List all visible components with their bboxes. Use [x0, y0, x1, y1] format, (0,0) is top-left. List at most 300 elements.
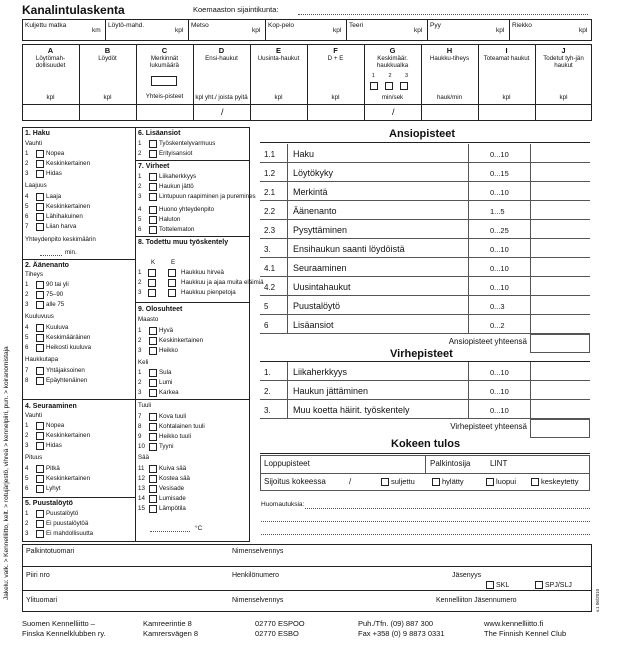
option-checkbox[interactable]	[36, 432, 44, 440]
option-checkbox[interactable]	[149, 495, 157, 503]
option-checkbox[interactable]	[149, 505, 157, 513]
option-checkbox[interactable]	[36, 344, 44, 352]
column-title: Keskimäär. haukkualka	[376, 55, 409, 69]
score-input[interactable]	[531, 240, 589, 257]
column-letter: J	[561, 46, 566, 55]
option-label: Ei puustalöytöä	[46, 519, 89, 527]
score-number: 2.	[264, 387, 271, 396]
checkbox-option[interactable]	[25, 510, 78, 518]
temp-unit: °C	[195, 525, 203, 532]
option-number: 1	[138, 326, 142, 334]
checkbox-option[interactable]	[25, 520, 88, 528]
score-label: Muu koetta häirit. työskentely	[293, 405, 410, 415]
score-input[interactable]	[531, 297, 589, 314]
score-range: 1...5	[490, 207, 505, 216]
option-checkbox[interactable]	[149, 140, 157, 148]
checkbox-option[interactable]	[138, 226, 194, 234]
score-input[interactable]	[531, 183, 589, 200]
score-input[interactable]	[531, 363, 589, 380]
checkbox-option[interactable]	[138, 206, 214, 214]
option-checkbox[interactable]	[149, 150, 157, 158]
option-label: Hidas	[46, 441, 62, 449]
score-row	[260, 277, 590, 296]
option-label: Erityisansiot	[159, 149, 193, 157]
column-unit: kpl	[502, 94, 511, 101]
checkbox-option[interactable]	[138, 216, 180, 224]
score-range: 0...10	[490, 245, 509, 254]
spj-checkbox[interactable]	[535, 581, 543, 589]
option-label: Yhtäjaksoinen	[46, 366, 85, 374]
score-number: 1.	[264, 368, 271, 377]
checkbox-option[interactable]	[25, 193, 61, 201]
option-checkbox[interactable]	[36, 422, 44, 430]
total-label: Ansiopisteet yhteensä	[448, 337, 527, 346]
option-number: 5	[25, 474, 29, 482]
score-number: 3.	[264, 406, 271, 415]
virhepisteet-title: Virhepisteet	[390, 348, 453, 360]
location-label: Koemaaston sijaintikunta:	[193, 5, 279, 14]
option-number: 4	[25, 192, 29, 200]
option-number: 2	[25, 159, 29, 167]
option-checkbox[interactable]	[36, 193, 44, 201]
option-number: 2	[25, 519, 29, 527]
checkbox-option[interactable]	[25, 367, 85, 375]
option-number: 14	[138, 494, 145, 502]
footer-phone: Puh./Tfn. (09) 887 300	[358, 619, 434, 628]
score-input[interactable]	[531, 278, 589, 295]
checkbox-option[interactable]	[25, 150, 64, 158]
option-number: 1	[138, 269, 142, 276]
score-row	[260, 144, 590, 163]
column-title: Toteamat haukut	[483, 55, 530, 62]
tulos-option[interactable]	[531, 478, 579, 486]
option-number: 15	[138, 504, 145, 512]
option-label: Ei mahdollisuutta	[46, 529, 94, 537]
checkbox-option[interactable]	[25, 281, 69, 289]
column-title: Uusinta-haukut	[257, 55, 300, 62]
checkbox-option[interactable]	[138, 485, 184, 493]
checkbox-option[interactable]	[138, 183, 194, 191]
option-label: Karkea	[159, 388, 179, 396]
footer-org-2: Finska Kennelklubben ry.	[22, 629, 106, 638]
section-title: 1. Haku	[25, 130, 50, 137]
option-label: Haukkuu hirveä	[181, 269, 224, 276]
column-letter: C	[161, 46, 168, 55]
palkintotuomari-label: Palkintotuomari	[26, 548, 75, 555]
tulos-checkbox[interactable]	[531, 478, 539, 486]
option-number: 2	[138, 182, 142, 190]
column-value-cell[interactable]	[479, 105, 534, 120]
option-number: 5	[25, 202, 29, 210]
tulos-checkbox[interactable]	[381, 478, 389, 486]
score-range: 0...10	[490, 387, 509, 396]
checkbox-option[interactable]	[138, 327, 173, 335]
option-checkbox[interactable]	[149, 193, 157, 201]
subsection-label: Laajuus	[25, 182, 47, 189]
top-field-unit: km	[92, 27, 101, 34]
option-checkbox[interactable]	[36, 367, 44, 375]
option-label: alle 75	[46, 300, 65, 308]
score-input[interactable]	[531, 382, 589, 399]
option-label: Vesisade	[159, 484, 185, 492]
checkbox-option[interactable]	[138, 413, 186, 421]
option-number: 8	[25, 376, 29, 384]
column-value-cell[interactable]	[308, 105, 363, 120]
option-label: Lumi	[159, 378, 173, 386]
checkbox-option[interactable]	[25, 301, 64, 309]
loppupisteet-label: Loppupisteet	[264, 459, 310, 468]
option-number: 3	[25, 529, 29, 537]
option-checkbox[interactable]	[149, 475, 157, 483]
checkbox-option[interactable]	[138, 140, 215, 148]
subsection-label: Keli	[138, 359, 149, 366]
option-checkbox[interactable]	[36, 334, 44, 342]
checkbox-option[interactable]	[138, 465, 186, 473]
option-checkbox[interactable]	[36, 530, 44, 538]
checkbox-option[interactable]	[25, 530, 93, 538]
column-unit: kpl	[559, 94, 568, 101]
option-number: 1	[138, 139, 142, 147]
slash-1: /	[221, 107, 224, 117]
option-checkbox[interactable]	[36, 442, 44, 450]
huomautuksia-field-1[interactable]	[305, 508, 590, 509]
top-field-label: Metso	[191, 22, 209, 29]
k-checkbox[interactable]	[148, 279, 156, 287]
tulos-checkbox[interactable]	[486, 478, 494, 486]
top-field-unit: kpl	[252, 27, 261, 34]
score-row	[260, 239, 590, 258]
score-number: 1.2	[264, 169, 276, 178]
checkbox-option[interactable]	[138, 193, 256, 201]
score-label: Haukun jättäminen	[293, 386, 369, 396]
option-checkbox[interactable]	[36, 170, 44, 178]
option-number: 3	[25, 441, 29, 449]
option-label: Tyyni	[159, 442, 174, 450]
option-number: 1	[25, 149, 29, 157]
subsection-label: E	[171, 259, 176, 266]
option-number: 6	[25, 343, 29, 351]
section-title: 2. Äänenanto	[25, 262, 69, 269]
column-unit: hauk/min	[436, 94, 463, 101]
option-checkbox[interactable]	[36, 291, 44, 299]
option-checkbox[interactable]	[149, 413, 157, 421]
section-title: 8. Todettu muu työskentely	[138, 239, 229, 246]
score-input[interactable]	[531, 259, 589, 276]
checkbox-option[interactable]	[25, 291, 63, 299]
column-unit: kpl	[274, 94, 283, 101]
score-range: 0...10	[490, 150, 509, 159]
column-value-cell[interactable]	[422, 105, 477, 120]
score-number: 5	[264, 302, 269, 311]
huomautuksia-field-3[interactable]	[261, 534, 590, 535]
k-checkbox[interactable]	[148, 289, 156, 297]
tulos-option-label: suljettu	[391, 477, 415, 487]
checkbox-option[interactable]	[25, 432, 90, 440]
option-checkbox[interactable]	[36, 485, 44, 493]
checkbox-option[interactable]	[25, 485, 61, 493]
top-field-unit: kpl	[414, 27, 423, 34]
option-checkbox[interactable]	[36, 223, 44, 231]
option-label: Lyhyt	[46, 484, 61, 492]
option-number: 4	[25, 464, 29, 472]
checkbox-option[interactable]	[138, 389, 179, 397]
option-label: Keskinkertainen	[46, 431, 91, 439]
option-checkbox[interactable]	[149, 327, 157, 335]
option-checkbox[interactable]	[149, 347, 157, 355]
option-number: 7	[25, 366, 29, 374]
option-label: Haukkuu pienpetoja	[181, 289, 236, 296]
option-checkbox[interactable]	[149, 216, 157, 224]
checkbox-option[interactable]	[25, 475, 90, 483]
tulos-option[interactable]	[432, 478, 464, 486]
option-checkbox[interactable]	[149, 337, 157, 345]
haukkualka-box-1[interactable]	[370, 82, 378, 90]
total-label: Virhepisteet yhteensä	[450, 422, 527, 431]
column-value-cell[interactable]	[80, 105, 135, 120]
checkbox-option[interactable]	[138, 433, 191, 441]
column-unit: min/sek	[381, 94, 404, 101]
haukkualka-box-2[interactable]	[385, 82, 393, 90]
checkbox-option[interactable]	[25, 223, 76, 231]
option-checkbox[interactable]	[36, 213, 44, 221]
score-range: 0...3	[490, 302, 505, 311]
section-title: 5. Puustalöytö	[25, 500, 73, 507]
option-checkbox[interactable]	[149, 465, 157, 473]
score-row	[260, 381, 590, 400]
checkbox-option[interactable]	[138, 475, 190, 483]
option-label: Lumisade	[159, 494, 186, 502]
palkintosija-value: LINT	[490, 459, 508, 468]
score-number: 2.2	[264, 207, 276, 216]
option-label: Sula	[159, 368, 172, 376]
top-field-label: Pyy	[430, 22, 441, 29]
score-label: Uusintahaukut	[293, 282, 351, 292]
option-checkbox[interactable]	[149, 389, 157, 397]
location-field[interactable]	[298, 14, 588, 15]
score-input[interactable]	[531, 221, 589, 238]
option-label: Nopea	[46, 421, 65, 429]
option-number: 13	[138, 484, 145, 492]
checkbox-option[interactable]	[25, 203, 90, 211]
column-value-cell[interactable]	[137, 105, 192, 120]
checkbox-option[interactable]	[25, 377, 87, 385]
score-number: 2.1	[264, 188, 276, 197]
option-checkbox[interactable]	[149, 433, 157, 441]
checkbox-option[interactable]	[138, 379, 172, 387]
option-number: 1	[25, 280, 29, 288]
option-checkbox[interactable]	[36, 203, 44, 211]
option-checkbox[interactable]	[149, 226, 157, 234]
option-number: 3	[138, 388, 142, 396]
section-title: 7. Virheet	[138, 163, 170, 170]
column-title: Löytömah-dollisuudet	[35, 55, 66, 69]
score-number: 1.1	[264, 150, 276, 159]
score-range: 0...15	[490, 169, 509, 178]
option-label: Puustalöytö	[46, 509, 79, 517]
checkbox-option[interactable]	[25, 324, 68, 332]
column-title: Ensi-haukut	[205, 55, 238, 62]
k-checkbox[interactable]	[148, 269, 156, 277]
option-label: Kova tuuli	[159, 412, 187, 420]
option-checkbox[interactable]	[149, 183, 157, 191]
henkilonumero-label: Henkilönumero	[232, 572, 280, 579]
huomautuksia-field-2[interactable]	[261, 521, 590, 522]
option-checkbox[interactable]	[149, 206, 157, 214]
option-checkbox[interactable]	[149, 173, 157, 181]
column-unit: kpl	[331, 94, 340, 101]
checkbox-option[interactable]	[25, 334, 90, 342]
option-number: 7	[25, 222, 29, 230]
spj-option[interactable]	[535, 581, 572, 589]
tulos-checkbox[interactable]	[432, 478, 440, 486]
total-input[interactable]	[530, 334, 590, 353]
score-input[interactable]	[531, 401, 589, 418]
score-input[interactable]	[531, 316, 589, 333]
score-row	[260, 400, 590, 419]
column-title: Haukku-tiheys	[429, 55, 470, 62]
column-letter: B	[104, 46, 111, 55]
option-checkbox[interactable]	[36, 510, 44, 518]
subsection-label: Sää	[138, 454, 150, 461]
footer-zip-2: 02770 ESBO	[255, 629, 299, 638]
option-number: 2	[25, 431, 29, 439]
option-label: Työskentelyvarmuus	[159, 139, 216, 147]
option-label: 90 tai yli	[46, 280, 69, 288]
section-title: 9. Olosuhteet	[138, 306, 183, 313]
option-label: Hyvä	[159, 326, 174, 334]
slash-2: /	[392, 107, 395, 117]
footer-web[interactable]: www.kennelliitto.fi	[484, 619, 544, 628]
checkbox-option[interactable]	[25, 213, 83, 221]
option-checkbox[interactable]	[149, 379, 157, 387]
skl-option[interactable]	[486, 581, 509, 589]
option-number: 2	[138, 378, 142, 386]
option-label: Haukkuu ja ajaa muita eläimiä	[181, 279, 264, 286]
column-title: Todetut tyh-jän haukut	[543, 55, 584, 69]
score-row	[260, 258, 590, 277]
yhteispisteet-label: Yhteis-pisteet	[145, 93, 184, 100]
column-value-cell[interactable]	[251, 105, 306, 120]
score-range: 0...25	[490, 226, 509, 235]
checkbox-option[interactable]	[25, 465, 60, 473]
top-field-unit: kpl	[333, 27, 342, 34]
checkbox-option[interactable]	[138, 150, 192, 158]
subsection-label: Tiheys	[25, 271, 43, 278]
checkbox-option[interactable]	[138, 505, 186, 513]
checkbox-option[interactable]	[25, 170, 62, 178]
merkinnat-box[interactable]	[151, 76, 177, 86]
section-title: 4. Seuraaminen	[25, 403, 77, 410]
option-checkbox[interactable]	[36, 465, 44, 473]
score-row	[260, 362, 590, 381]
ansiopisteet-table	[260, 144, 590, 359]
option-checkbox[interactable]	[36, 150, 44, 158]
nimenselvennys-label-2: Nimenselvennys	[232, 597, 284, 604]
subsection-label: Tuuli	[138, 402, 152, 409]
checkbox-option[interactable]	[138, 495, 186, 503]
checkbox-option[interactable]	[138, 443, 173, 451]
score-range: 0...10	[490, 188, 509, 197]
haukkualka-box-3[interactable]	[400, 82, 408, 90]
top-field-label: Teeri	[349, 22, 364, 29]
score-range: 0...10	[490, 406, 509, 415]
option-checkbox[interactable]	[149, 443, 157, 451]
checkbox-option[interactable]	[138, 337, 203, 345]
score-label: Pysyttäminen	[293, 225, 348, 235]
column-letter: G	[389, 46, 396, 55]
e-checkbox[interactable]	[168, 269, 176, 277]
checkbox-option[interactable]	[25, 442, 62, 450]
column-letter: F	[333, 46, 338, 55]
option-checkbox[interactable]	[36, 475, 44, 483]
option-checkbox[interactable]	[36, 301, 44, 309]
option-checkbox[interactable]	[36, 281, 44, 289]
checkbox-option[interactable]	[138, 173, 196, 181]
option-label: Heikko	[159, 346, 178, 354]
option-number: 2	[138, 336, 142, 344]
subsection-label: Vauhti	[25, 412, 43, 419]
option-checkbox[interactable]	[36, 324, 44, 332]
column-value-cell[interactable]	[23, 105, 78, 120]
option-number: 2	[138, 149, 142, 157]
tulos-option[interactable]	[381, 478, 415, 486]
skl-checkbox[interactable]	[486, 581, 494, 589]
score-label: Seuraaminen	[293, 263, 347, 273]
score-label: Ensihaukun saanti löydöistä	[293, 244, 405, 254]
top-field-unit: kpl	[496, 27, 505, 34]
tulos-option[interactable]	[486, 478, 516, 486]
option-number: 9	[138, 432, 142, 440]
score-label: Merkintä	[293, 187, 328, 197]
option-checkbox[interactable]	[149, 369, 157, 377]
checkbox-option[interactable]	[25, 344, 91, 352]
e-checkbox[interactable]	[168, 279, 176, 287]
option-number: 1	[25, 421, 29, 429]
checkbox-option[interactable]	[138, 369, 171, 377]
option-number: 10	[138, 442, 145, 450]
e-checkbox[interactable]	[168, 289, 176, 297]
total-input[interactable]	[530, 419, 590, 438]
sijoitus-slash: /	[349, 477, 352, 486]
option-checkbox[interactable]	[149, 423, 157, 431]
checkbox-option[interactable]	[25, 160, 90, 168]
checkbox-option[interactable]	[25, 422, 64, 430]
option-checkbox[interactable]	[36, 160, 44, 168]
score-number: 4.2	[264, 283, 276, 292]
option-number: 12	[138, 474, 145, 482]
score-number: 6	[264, 321, 269, 330]
score-label: Haku	[293, 149, 315, 159]
score-row	[260, 163, 590, 182]
option-checkbox[interactable]	[36, 377, 44, 385]
checkbox-option[interactable]	[138, 347, 178, 355]
score-input[interactable]	[531, 164, 589, 181]
column-value-cell[interactable]	[536, 105, 591, 120]
footer-addr-1: Kamreerintie 8	[143, 619, 192, 628]
huomautuksia-label: Huomautuksia:	[261, 501, 305, 508]
tulos-option-label: hylätty	[442, 477, 464, 487]
option-label: Liikaherkkyys	[159, 172, 197, 180]
option-checkbox[interactable]	[149, 485, 157, 493]
checkbox-option[interactable]	[138, 423, 205, 431]
option-checkbox[interactable]	[36, 520, 44, 528]
score-row	[260, 201, 590, 220]
option-label: Kuuluva	[46, 323, 69, 331]
option-number: 3	[138, 346, 142, 354]
score-input[interactable]	[531, 202, 589, 219]
section-title: 6. Lisäansiot	[138, 130, 181, 137]
score-input[interactable]	[531, 145, 589, 162]
